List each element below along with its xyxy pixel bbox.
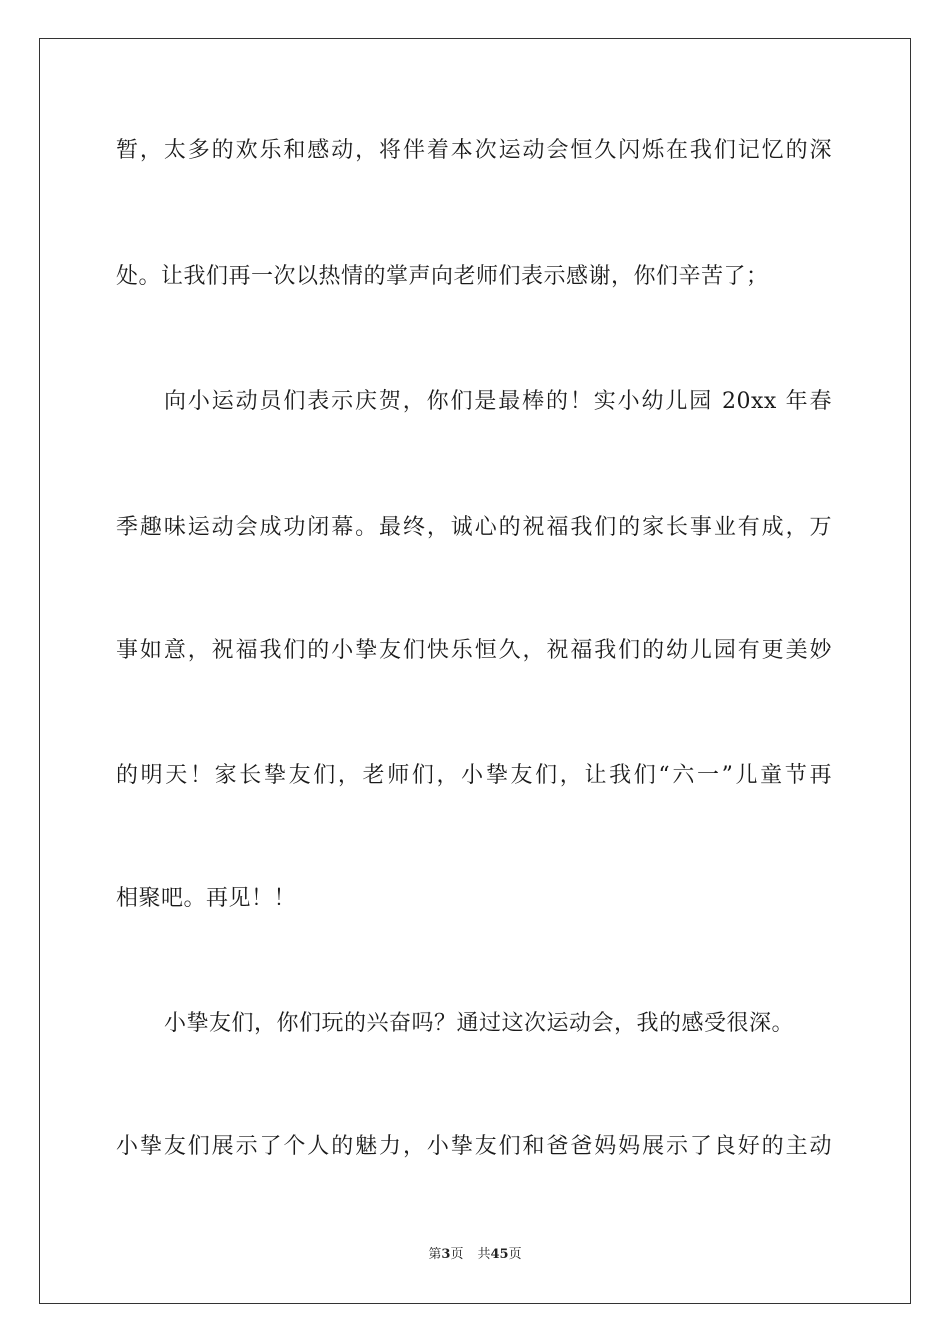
page-border: [39, 38, 911, 1304]
paragraph-line: 季趣味运动会成功闭幕。最终，诚心的祝福我们的家长事业有成，万: [116, 515, 832, 540]
total-prefix: 共: [477, 1247, 491, 1262]
paragraph-line: 小挚友们，你们玩的兴奋吗？通过这次运动会，我的感受很深。: [164, 1011, 795, 1036]
page-current: 3: [441, 1247, 451, 1262]
page-footer: [0, 1246, 950, 1264]
paragraph-line: 处。让我们再一次以热情的掌声向老师们表示感谢，你们辛苦了；: [116, 264, 769, 289]
page-suffix: 页: [450, 1247, 464, 1262]
paragraph-line: 暂，太多的欢乐和感动，将伴着本次运动会恒久闪烁在我们记忆的深: [116, 138, 832, 163]
paragraph-line: 相聚吧。再见！！: [116, 886, 297, 911]
paragraph-line: 事如意，祝福我们的小挚友们快乐恒久，祝福我们的幼儿园有更美妙: [116, 638, 832, 663]
page-prefix: 第: [428, 1247, 442, 1262]
total-suffix: 页: [508, 1247, 522, 1262]
paragraph-line: 向小运动员们表示庆贺，你们是最棒的！实小幼儿园 20xx 年春: [164, 389, 832, 414]
paragraph-line: 的明天！家长挚友们，老师们，小挚友们，让我们“六一”儿童节再: [116, 763, 832, 788]
paragraph-line: 小挚友们展示了个人的魅力，小挚友们和爸爸妈妈展示了良好的主动: [116, 1134, 832, 1159]
page-total: 45: [490, 1247, 509, 1262]
